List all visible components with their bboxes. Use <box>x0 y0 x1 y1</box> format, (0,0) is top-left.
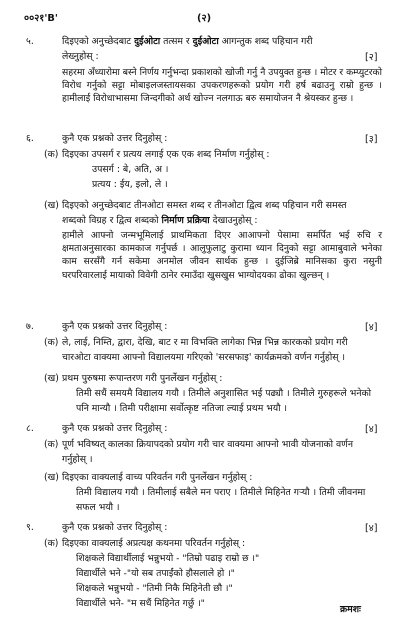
q5-marks: [२] <box>365 52 378 63</box>
q7b-line1: तिमी सधैं समयमै विद्यालय गयौ । तिमीले अनुशासित भई पढ्यौ । तिमीले गुरुहरूले भनेको <box>76 388 372 399</box>
page-number: (२) <box>197 13 212 24</box>
q5-paragraph: सहरमा अँध्यारोमा बस्ने निर्णय गर्नुभन्दा प्रकाशको खोजी गर्नु नै उपयुक्त हुन्छ । मोटर र कम्प्युटरको विरोध गर्नुको सट्टा मोबाइलजस्तायसका उपकरणहरूको प्रयोग गरी हर्ष बढाउनु राम्रो हुन्छ । हामीलाई विरोधाभासमा जिन्दगीको अर्थ खोज्न नलगाऊ बरु समायोजन नै श्रेयस्कर हुन्छ । <box>62 67 382 105</box>
q8b-label: (ख) <box>44 472 59 483</box>
q8a-line1: पूर्ण भविष्यत् कालका क्रियापदको प्रयोग गरी चार वाक्यमा आफ्नो भावी योजनाको वर्णन <box>62 439 354 450</box>
q6b-part: शब्दको विग्रह र द्वित्व शब्दको <box>62 215 162 226</box>
q6a-text: दिइएका उपसर्ग र प्रत्यय लगाई एक एक शब्द निर्माण गर्नुहोस् : <box>62 149 270 160</box>
q5-number: ५. <box>26 36 34 47</box>
q8-number: ८. <box>26 423 34 434</box>
q7b-line2: पनि मान्यौ । तिमी परीक्षामा सर्वोत्कृष्ट नतिजा ल्याई प्रथम भयौ । <box>76 403 288 414</box>
q5-prompt-part: दिइएको अनुच्छेदबाट <box>62 36 135 47</box>
q9a-sentence: शिक्षकले विद्यार्थीलाई भन्नुभयो - "तिम्रो पढाइ राम्रो छ ।" <box>76 553 260 564</box>
q8b-text: दिइएका वाक्यलाई वाच्य परिवर्तन गरी पुनर्लेखन गर्नुहोस् : <box>62 472 253 483</box>
q6a-pratyaya: प्रत्यय : ईय, इलो, ले । <box>92 179 168 190</box>
q7a-line2: चारओटा वाक्यमा आफ्नो विद्यालयमा गरिएको 'सरसफाइ' कार्यक्रमको वर्णन गर्नुहोस् । <box>62 352 346 363</box>
q7b-label: (ख) <box>44 373 59 384</box>
q6a-label: (क) <box>44 149 59 160</box>
q6b-line1: दिइएको अनुच्छेदबाट तीनओटा समस्त शब्द र तीनओटा द्वित्व शब्द पहिचान गरी समस्त <box>62 200 347 211</box>
q5-prompt-part: आगन्तुक शब्द पहिचान गरी <box>218 36 313 47</box>
q9a-sentence: विद्यार्थीले भने- "म सधैं मिहिनेत गर्छु ।" <box>76 598 205 609</box>
q5-bold-count: दुईओटा <box>134 36 161 47</box>
q5-prompt-line2: लेख्नुहोस् : <box>62 51 99 62</box>
q8-intro: कुनै एक प्रश्नको उत्तर दिनुहोस् : <box>62 423 168 434</box>
q9-number: ९. <box>26 522 34 533</box>
q7b-text: प्रथम पुरुषमा रूपान्तरण गरी पुनर्लेखन गर्नुहोस् : <box>62 373 223 384</box>
q6b-label: (ख) <box>44 200 59 211</box>
q8a-label: (क) <box>44 439 59 450</box>
q6b-bold: निर्माण प्रक्रिया <box>161 215 210 226</box>
q9a-sentence: विद्यार्थीले भने -"यो सब तपाईंको हौसलाले हो ।" <box>76 568 235 579</box>
q6-marks: [३] <box>365 134 378 145</box>
q6-intro: कुनै एक प्रश्नको उत्तर दिनुहोस् : <box>62 133 168 144</box>
q5-prompt-part: तत्सम र <box>160 36 193 47</box>
continued-label: क्रमशः <box>340 604 361 615</box>
q8a-line2: गर्नुहोस् । <box>62 454 93 465</box>
q5-bold-count: दुईओटा <box>192 36 219 47</box>
q6b-part: देखाउनुहोस् : <box>209 215 258 226</box>
q6a-upasarga: उपसर्ग : बे, अति, अ । <box>92 164 169 175</box>
q7-number: ७. <box>26 321 34 332</box>
q7a-label: (क) <box>44 337 59 348</box>
q6-number: ६. <box>26 133 34 144</box>
q9a-text: दिइएका वाक्यलाई अप्रत्यक्ष कथनमा परिवर्तन गर्नुहोस् : <box>62 538 246 549</box>
paper-code: ००२१'B' <box>24 13 58 24</box>
q8b-line1: तिमी विद्यालय गयौ । तिमीलाई सबैले मन पराए । तिमीले मिहिनेत गर्‍यौ । तिमी जीवनमा <box>76 487 366 498</box>
q9-marks: [४] <box>365 523 378 534</box>
q7-marks: [४] <box>365 322 378 333</box>
q9a-label: (क) <box>44 538 59 549</box>
q8b-line2: सफल भयौ । <box>76 502 120 513</box>
q9a-sentence: शिक्षकले भन्नुभयो - "तिमी निकै मिहिनेती छौ ।" <box>76 583 233 594</box>
q7a-line1: ले, लाई, निम्ति, द्वारा, देखि, बाट र मा विभक्ति लागेका भिन्न भिन्न कारकको प्रयोग गरी <box>62 337 348 348</box>
q6b-paragraph: हामीले आफ्नो जन्मभूमिलाई प्राथमिकता दिएर आआफ्नो पेसामा समर्पित भई रुचि र क्षमताअनुसारका कामकाज गर्नुपर्छ । आलुफुलाटु कुरामा ध्यान दिनुको सट्टा आमाबुवाले भनेका काम सरसँगै गर्न सकेमा अनमोल जीवन सार्थक हुन्छ । दुईजिब्रे मानिसका कुरा नसुनी घरपरिवारलाई मायाको विवेगी ठानेर रमाउँदा खुसखुस भाग्योदयका ढोका खुल्छन् । <box>62 230 382 281</box>
q7-intro: कुनै एक प्रश्नको उत्तर दिनुहोस् : <box>62 321 168 332</box>
q8-marks: [४] <box>365 424 378 435</box>
q9-intro: कुनै एक प्रश्नको उत्तर दिनुहोस् : <box>62 522 168 533</box>
q5-prompt-line1 <box>62 35 313 49</box>
q6b-line2 <box>62 214 258 228</box>
